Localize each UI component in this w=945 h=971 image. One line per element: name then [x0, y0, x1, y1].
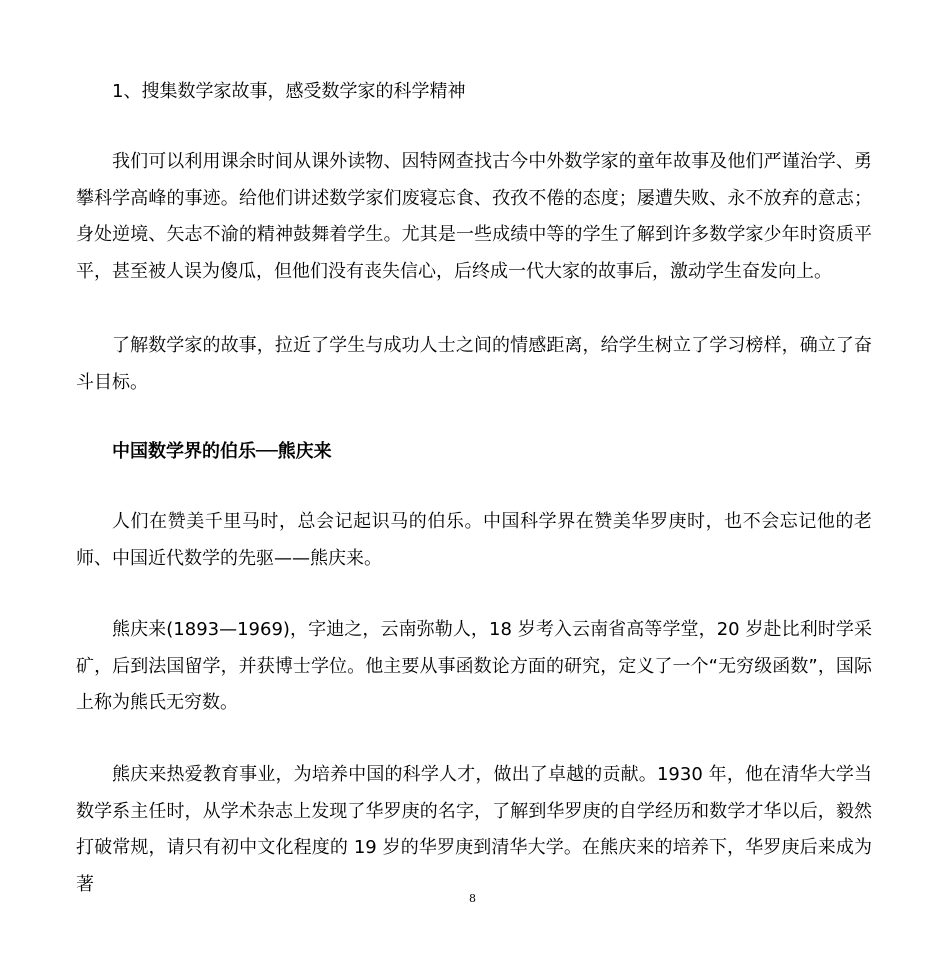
paragraph-hua-luogeng: 熊庆来热爱教育事业，为培养中国的科学人才，做出了卓越的贡献。1930 年，他在清华大学当数学系主任时，从学术杂志上发现了华罗庚的名字，了解到华罗庚的自学经历和数学才华以后，毅然打破常规，请只有初中文化程度的 19 岁的华罗庚到清华大学。在熊庆来的培养下，华罗庚后来成为著: [76, 764, 872, 895]
subheading-xiong-qinglai: 中国数学界的伯乐──熊庆来: [112, 441, 332, 462]
section-title: 1、搜集数学家故事，感受数学家的科学精神: [112, 81, 466, 102]
paragraph-role-models: 了解数学家的故事，拉近了学生与成功人士之间的情感距离，给学生树立了学习榜样，确立了奋斗目标。: [76, 335, 872, 393]
paragraph-mathematician-stories: 我们可以利用课余时间从课外读物、因特网查找古今中外数学家的童年故事及他们严谨治学、勇攀科学高峰的事迹。给他们讲述数学家们废寝忘食、孜孜不倦的态度；屡遭失败、永不放弃的意志；身处逆境、矢志不渝的精神鼓舞着学生。尤其是一些成绩中等的学生了解到许多数学家少年时资质平平，甚至被人误为傻瓜，但他们没有丧失信心，后终成一代大家的故事后，激动学生奋发向上。: [76, 151, 872, 282]
paragraph-bole-intro: 人们在赞美千里马时，总会记起识马的伯乐。中国科学界在赞美华罗庚时，也不会忘记他的老师、中国近代数学的先驱——熊庆来。: [76, 511, 872, 569]
page-number: 8: [469, 892, 476, 905]
paragraph-xiong-biography: 熊庆来(1893—1969)，字迪之，云南弥勒人，18 岁考入云南省高等学堂，20 岁赴比利时学采矿，后到法国留学，并获博士学位。他主要从事函数论方面的研究，定义了一个“无穷级函数”，国际上称为熊氏无穷数。: [76, 619, 872, 713]
